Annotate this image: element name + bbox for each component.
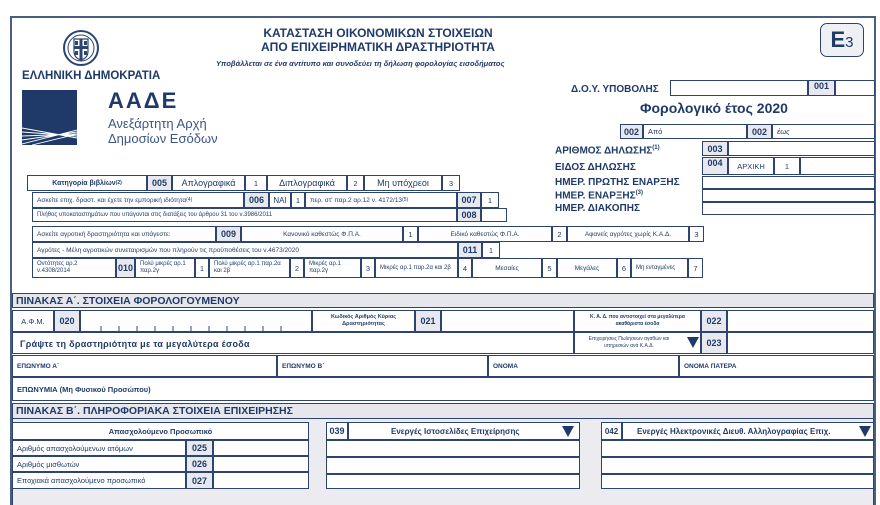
emails-dropdown-icon[interactable] [859, 426, 871, 437]
commercial-status-code: 006 [244, 192, 269, 208]
agency-name-line1: Ανεξάρτητη Αρχή [108, 116, 207, 131]
start-date-text: ΗΜΕΡ. ΕΝΑΡΞΗΣ [555, 190, 636, 202]
table-a-header: ΠΙΝΑΚΑΣ Α΄. ΣΤΟΙΧΕΙΑ ΦΟΡΟΛΟΓΟΥΜΕΝΟΥ [12, 293, 874, 308]
cooperative-members-code: 011 [458, 242, 482, 258]
retail-dropdown-icon[interactable] [687, 337, 699, 348]
doy-label: Δ.Ο.Υ. ΥΠΟΒΟΛΗΣ [571, 84, 659, 95]
branches-label: Πλήθος υποκαταστημάτων που υπάγονται στις διατάξεις του άρθρου 31 του ν.3986/2011 [32, 208, 457, 222]
staff-row-1-input[interactable] [213, 456, 309, 472]
entity-number-2[interactable]: 3 [361, 258, 375, 278]
commercial-status-label [32, 192, 244, 208]
declaration-number-label [555, 145, 660, 156]
commercial-status-yes-number[interactable]: 1 [291, 192, 305, 208]
doy-code-input[interactable] [835, 80, 875, 96]
doy-code: 001 [808, 80, 835, 96]
period-from-input[interactable] [643, 124, 747, 139]
footnote-5: (5) [402, 197, 409, 203]
vat-normal-number[interactable]: 1 [403, 226, 418, 242]
footnote-3: (3) [635, 190, 643, 196]
form-title [230, 26, 526, 54]
country-name: ΕΛΛΗΝΙΚΗ ΔΗΜΟΚΡΑΤΙΑ [22, 70, 161, 82]
entity-number-6[interactable]: 7 [688, 258, 703, 278]
books-code: 005 [147, 175, 172, 191]
period-to-code: 002 [747, 124, 772, 139]
main-activity-code: 021 [415, 310, 441, 332]
books-option-3[interactable]: 3 [442, 175, 460, 191]
retail-code: 023 [701, 332, 727, 354]
websites-dropdown-icon[interactable] [562, 426, 574, 437]
company-name-field[interactable]: ΕΠΩΝΥΜΙΑ (Μη Φυσικού Προσώπου) [12, 377, 874, 401]
books-label [27, 175, 147, 191]
websites-header: Ενεργές Ιστοσελίδες Επιχείρησης [348, 422, 580, 440]
max-revenue-code-label: Κ. Α. Δ. που αντιστοιχεί στα μεγαλύτερα ακαθάριστα έσοδα [574, 310, 701, 332]
branches-input[interactable] [481, 208, 507, 222]
website-input-2[interactable] [326, 474, 580, 489]
books-option-1[interactable]: 1 [245, 175, 267, 191]
staff-row-1-code: 026 [186, 456, 213, 472]
staff-header: Απασχολούμενο Προσωπικό [12, 422, 309, 440]
branches-code: 008 [457, 208, 481, 222]
staff-row-1-label: Αριθμός μισθωτών [12, 456, 186, 472]
entity-option-4[interactable]: Μεσαίες [472, 258, 542, 278]
period-to-input[interactable] [772, 124, 875, 139]
email-input-1[interactable] [601, 457, 874, 474]
first-start-date-input[interactable] [702, 176, 875, 189]
table-b-header: ΠΙΝΑΚΑΣ Β΄. ΠΛΗΡΟΦΟΡΙΑΚΑ ΣΤΟΙΧΕΙΑ ΕΠΙΧΕΙΡΗΣΗΣ [12, 403, 874, 419]
footnote-2: (2) [115, 180, 122, 186]
hidden-farmers-option[interactable]: Αφανείς αγρότες χωρίς Κ.Α.Δ. [567, 226, 689, 242]
entity-option-2[interactable]: Μικρές αρ.1 παρ.2γ [304, 258, 361, 278]
code-007: 007 [457, 192, 481, 208]
website-input-0[interactable] [326, 440, 580, 457]
cooperative-members-label: Αγρότες - Μέλη αγροτικών συνεταιρισμών που πληρούν τις προϋποθέσεις του ν.4673/2020 [32, 242, 458, 258]
period-to-label: έως [777, 127, 790, 136]
entity-option-6[interactable]: Μη ενταγμένες [631, 258, 688, 278]
form-code-number: 3 [845, 34, 854, 51]
books-option-2[interactable]: 2 [347, 175, 364, 191]
staff-row-2-label: Εποχιακά απασχολούμενο προσωπικό [12, 472, 186, 489]
books-label-text: Κατηγορία βιβλίων [52, 179, 116, 187]
hidden-farmers-number[interactable]: 3 [689, 226, 704, 242]
doy-input[interactable] [670, 80, 808, 96]
entity-number-4[interactable]: 5 [542, 258, 557, 278]
staff-row-0-code: 025 [186, 440, 213, 456]
entity-option-0[interactable]: Πολύ μικρές αρ.1 παρ.2γ [135, 258, 195, 278]
email-input-2[interactable] [601, 474, 874, 489]
declaration-type-value[interactable]: ΑΡΧΙΚΗ [728, 157, 774, 175]
declaration-number-text: ΑΡΙΘΜΟΣ ΔΗΛΩΣΗΣ [555, 145, 653, 157]
vat-special-number[interactable]: 2 [552, 226, 567, 242]
retail-label [574, 332, 701, 354]
entities-label: Οντότητες αρ.2 ν.4308/2014 [32, 258, 116, 278]
first-start-date-label: ΗΜΕΡ. ΠΡΩΤΗΣ ΕΝΑΡΞΗΣ [555, 177, 680, 188]
website-input-1[interactable] [326, 457, 580, 474]
commercial-status-text: Ασκείτε επιχ. δραστ. και έχετε την εμπορική ιδιότητα [37, 196, 187, 204]
retail-label-text: Επιχειρήσεις Πωλήσεων αγαθών και υπηρεσιών ανά Κ.Α.Δ. [588, 336, 670, 349]
max-revenue-code: 022 [701, 310, 727, 332]
declaration-type-number[interactable]: 1 [774, 157, 800, 175]
afm-digit-ticks [81, 311, 313, 333]
main-activity-code-label: Κωδικός Αριθμός Κύριας Δραστηριότητας [312, 310, 415, 332]
surname-b-field[interactable]: ΕΠΩΝΥΜΟ Β΄ [277, 355, 488, 377]
agency-name-line2: Δημοσίων Εσόδων [108, 131, 218, 146]
form-title-line2: ΑΠΟ ΕΠΙΧΕΙΡΗΜΑΤΙΚΗ ΔΡΑΣΤΗΡΙΟΤΗΤΑ [261, 40, 495, 54]
entity-option-3[interactable]: Μικρές αρ.1 παρ.2α και 2β [375, 258, 458, 278]
entity-number-1[interactable]: 2 [290, 258, 304, 278]
max-activity-label: Γράψτε τη δραστηριότητα με τα μεγαλύτερα έσοδα [20, 339, 250, 349]
retail-input[interactable] [727, 332, 874, 354]
entity-option-1[interactable]: Πολύ μικρές αρ.1 παρ.2α και 2β [209, 258, 290, 278]
agricultural-code: 009 [216, 226, 241, 242]
start-date-label [555, 190, 643, 201]
websites-code: 039 [326, 422, 348, 440]
cooperative-members-value[interactable]: 1 [482, 242, 500, 258]
greek-emblem-icon [62, 28, 100, 68]
value-007[interactable]: 1 [481, 192, 499, 208]
declaration-type-extra[interactable] [800, 157, 875, 175]
entity-option-5[interactable]: Μεγάλες [557, 258, 617, 278]
afm-code: 020 [54, 310, 80, 332]
staff-row-2-code: 027 [186, 472, 213, 489]
start-date-input[interactable] [702, 189, 875, 202]
emails-header: Ενεργές Ηλεκτρονικές Διευθ. Αλληλογραφίας Επιχ. [622, 422, 874, 440]
stop-date-label: ΗΜΕΡ. ΔΙΑΚΟΠΗΣ [555, 203, 640, 214]
agency-short-name: ΑΑΔΕ [108, 88, 179, 113]
law-reference-text: περ. στ' παρ.2 αρ.12 ν. 4172/13 [310, 196, 403, 204]
vat-normal-option[interactable]: Κανονικό καθεστώς Φ.Π.Α. [241, 226, 403, 242]
footnote-1: (1) [652, 145, 660, 151]
form-code-badge [820, 23, 864, 57]
stop-date-input[interactable] [702, 202, 875, 215]
afm-label: Α.Φ.Μ. [12, 310, 54, 332]
father-name-field[interactable]: ΟΝΟΜΑ ΠΑΤΕΡΑ [679, 355, 874, 377]
law-reference [305, 192, 457, 208]
entity-number-3[interactable]: 4 [458, 258, 472, 278]
first-name-field[interactable]: ΟΝΟΜΑ [488, 355, 679, 377]
entity-number-0[interactable]: 1 [195, 258, 209, 278]
surname-a-field[interactable]: ΕΠΩΝΥΜΟ Α΄ [12, 355, 277, 377]
declaration-number-code: 003 [702, 141, 728, 156]
tax-year: Φορολογικό έτος 2020 [640, 100, 788, 116]
books-option-double-entry[interactable]: Διπλογραφικά [267, 175, 347, 191]
declaration-number-input[interactable] [728, 141, 875, 156]
aade-logo-icon [22, 90, 77, 145]
declaration-type-label: ΕΙΔΟΣ ΔΗΛΩΣΗΣ [555, 162, 636, 173]
email-input-0[interactable] [601, 440, 874, 457]
afm-input[interactable] [80, 310, 312, 332]
vat-special-option[interactable]: Ειδικό καθεστώς Φ.Π.Α. [418, 226, 552, 242]
period-from-code: 002 [620, 124, 643, 139]
form-title-line1: ΚΑΤΑΣΤΑΣΗ ΟΙΚΟΝΟΜΙΚΩΝ ΣΤΟΙΧΕΙΩΝ [263, 26, 493, 40]
form-subtitle: Υποβάλλεται σε ένα αντίτυπο και συνοδεύει τη δήλωση φορολογίας εισοδήματος [216, 59, 505, 68]
declaration-type-code: 004 [702, 157, 728, 175]
books-option-single-entry[interactable]: Απλογραφικά [172, 175, 245, 191]
emails-code: 042 [601, 422, 622, 440]
entities-code: 010 [116, 258, 135, 278]
period-from-label: Από [648, 127, 663, 136]
staff-row-2-input[interactable] [213, 472, 309, 489]
max-revenue-code-input[interactable] [727, 310, 874, 332]
books-option-not-obliged[interactable]: Μη υπόχρεοι [364, 175, 442, 191]
commercial-status-yes[interactable]: ΝΑΙ [269, 192, 291, 208]
main-activity-code-input[interactable] [441, 310, 574, 332]
footnote-4: (4) [186, 197, 193, 203]
staff-row-0-input[interactable] [213, 440, 309, 456]
form-code-letter: E [830, 27, 846, 52]
entity-number-5[interactable]: 6 [617, 258, 631, 278]
agricultural-label: Ασκείτε αγροτική δραστηριότητα και υπάγεστε: [32, 226, 216, 242]
staff-row-0-label: Αριθμός απασχολούμενων ατόμων [12, 440, 186, 456]
